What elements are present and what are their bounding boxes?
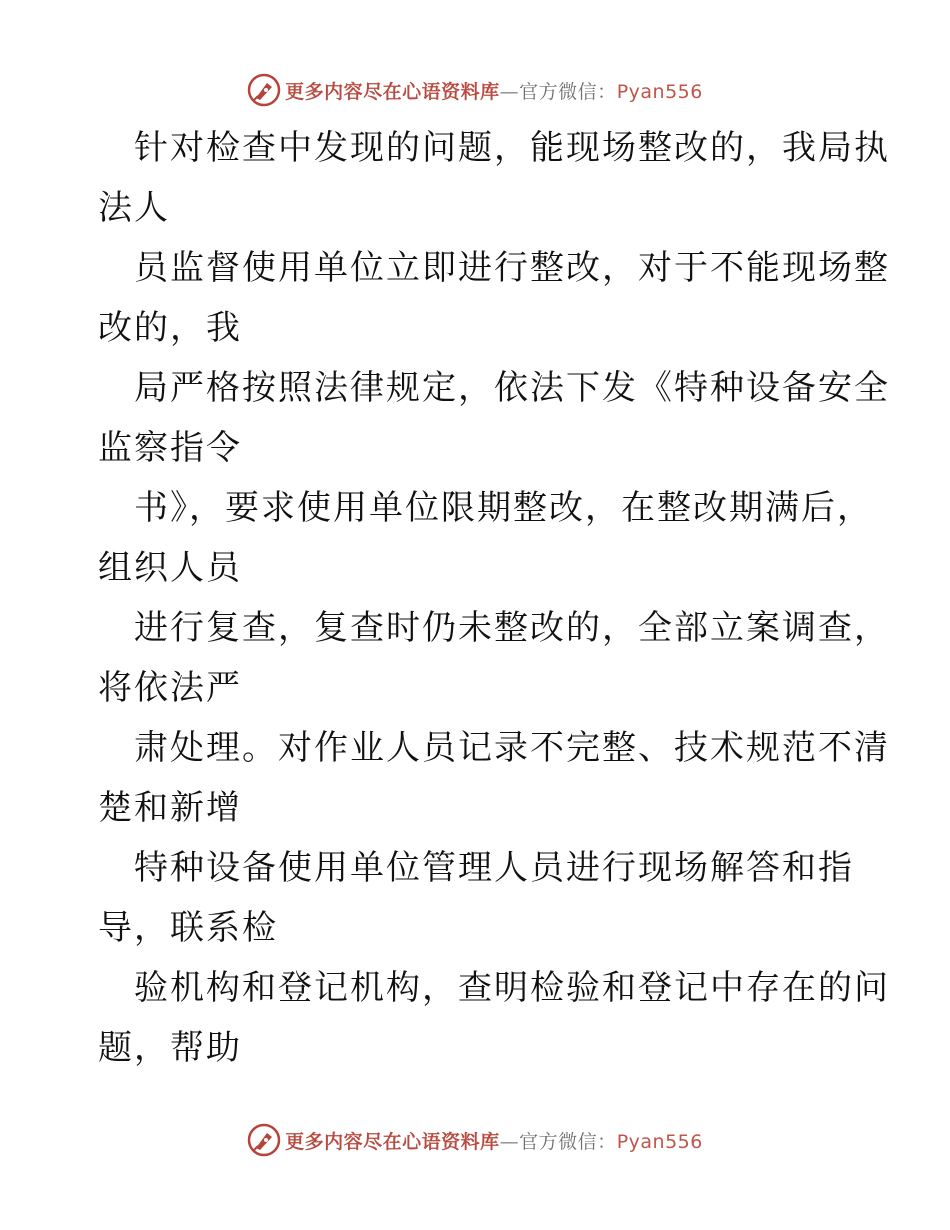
body-line: 将依法严 xyxy=(98,668,242,708)
body-line: 法人 xyxy=(98,188,170,228)
pen-nib-logo-icon xyxy=(247,73,281,107)
body-line: 针对检查中发现的问题，能现场整改的，我局执 xyxy=(134,128,890,168)
watermark-brand: 更多内容尽在心语资料库 xyxy=(285,80,500,103)
document-body xyxy=(98,118,890,1078)
body-line: 监察指令 xyxy=(98,428,242,468)
footer-watermark xyxy=(0,1120,950,1160)
body-line: 组织人员 xyxy=(98,548,242,588)
body-line: 改的，我 xyxy=(98,308,242,348)
body-line: 导，联系检 xyxy=(98,908,278,948)
watermark-wechat-id: Pyan556 xyxy=(616,1130,703,1153)
watermark-dash: — xyxy=(499,80,520,103)
header-watermark xyxy=(0,70,950,110)
watermark-dash: — xyxy=(499,1130,520,1153)
watermark-wechat-label: 官方微信： xyxy=(519,80,617,103)
body-line: 局严格按照法律规定，依法下发《特种设备安全 xyxy=(134,368,890,408)
pen-nib-logo-icon xyxy=(247,1123,281,1157)
body-line: 书》，要求使用单位限期整改，在整改期满后， xyxy=(134,488,873,528)
body-line: 进行复查，复查时仍未整改的，全部立案调查， xyxy=(134,608,890,648)
watermark-wechat-id: Pyan556 xyxy=(616,80,703,103)
watermark-text xyxy=(285,1127,703,1154)
watermark-wechat-label: 官方微信： xyxy=(519,1130,617,1153)
body-line: 肃处理。对作业人员记录不完整、技术规范不清 xyxy=(134,728,890,768)
watermark-text xyxy=(285,77,703,104)
body-line: 员监督使用单位立即进行整改，对于不能现场整 xyxy=(134,248,890,288)
body-line: 题，帮助 xyxy=(98,1028,242,1068)
body-line: 楚和新增 xyxy=(98,788,242,828)
watermark-brand: 更多内容尽在心语资料库 xyxy=(285,1130,500,1153)
body-line: 验机构和登记机构，查明检验和登记中存在的问 xyxy=(134,968,890,1008)
body-line: 特种设备使用单位管理人员进行现场解答和指 xyxy=(134,848,854,888)
